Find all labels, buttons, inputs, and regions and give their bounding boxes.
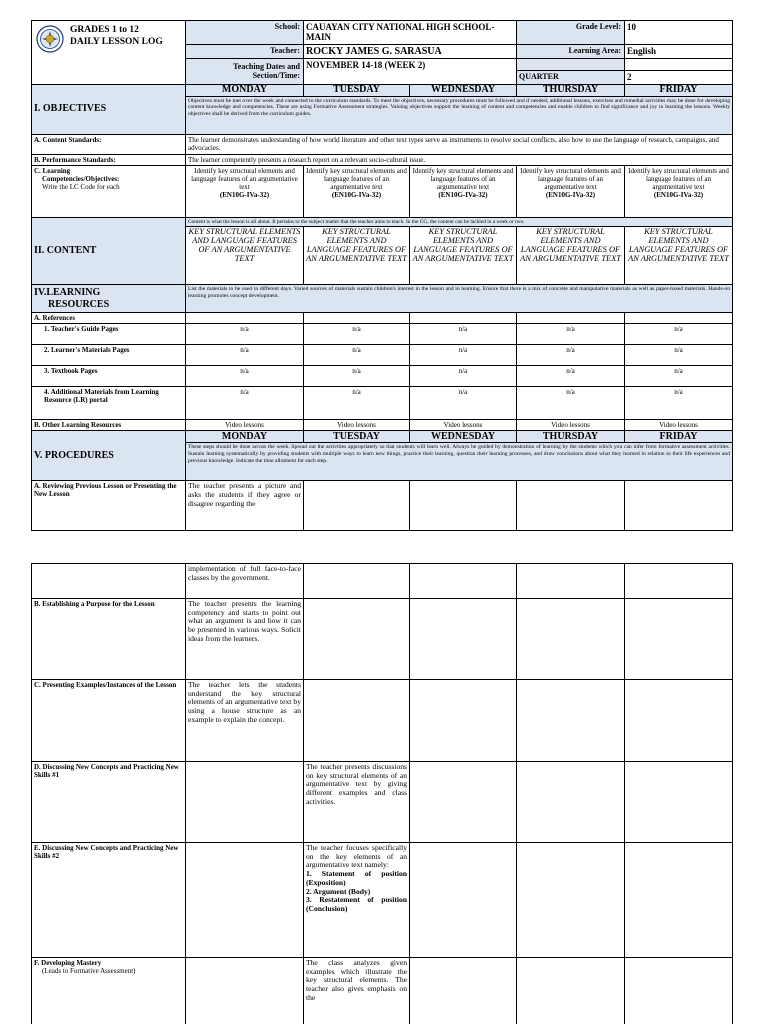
competencies-label-line1: C. Learning [34, 166, 71, 175]
procedure-e-item-1: 1. Statement of position (Exposition) [306, 869, 407, 887]
performance-standards-label: B. Performance Standards: [32, 154, 186, 165]
additional-materials-label: 4. Additional Materials from Learning Resource (LR) portal [32, 387, 186, 420]
competency-friday [625, 165, 733, 217]
procedure-e-thursday [517, 843, 625, 958]
resource-value: n/a [410, 345, 517, 366]
procedure-e-item-2: 2. Argument (Body) [306, 886, 371, 896]
school-value: CAUAYAN CITY NATIONAL HIGH SCHOOL- MAIN [304, 21, 517, 45]
other-resource-value: Video lessons [410, 420, 517, 431]
procedure-c-wednesday [410, 680, 517, 762]
competency-text: Identify key structural elements and language features of an argumentative text [628, 166, 729, 191]
resource-value: n/a [186, 387, 304, 420]
procedure-a-wednesday [410, 481, 517, 531]
teacher-label: Teacher: [186, 44, 304, 59]
resource-value: n/a [304, 387, 410, 420]
procedure-a-tuesday [304, 481, 410, 531]
procedure-b-thursday [517, 599, 625, 680]
competencies-label-line3: Write the LC Code for each [42, 182, 120, 191]
references-cell-mon [186, 313, 304, 324]
procedure-f-friday [625, 958, 733, 1024]
deped-seal-icon [36, 25, 64, 53]
procedure-c-friday [625, 680, 733, 762]
procedure-a-label-cont [32, 564, 186, 599]
competency-monday [186, 165, 304, 217]
resources-label-line1: IV.LEARNING [34, 287, 101, 299]
procedures-label: V. PROCEDURES [32, 431, 186, 481]
procedure-e-monday [186, 843, 304, 958]
procedure-c-label: C. Presenting Examples/Instances of the Lesson [32, 680, 186, 762]
procedure-f-title: F. Developing Mastery [34, 959, 102, 967]
competency-thursday [517, 165, 625, 217]
competency-code: (EN10G-IVa-32) [653, 190, 704, 199]
procedure-a-thursday [517, 481, 625, 531]
resource-value: n/a [186, 366, 304, 387]
day-header-wednesday: WEDNESDAY [410, 431, 517, 443]
doc-title-line1: GRADES 1 to 12 [70, 25, 139, 35]
resources-note: List the materials to be used in different days. Varied sources of materials sustain children's interest in the lesson and in learning. Ensure that there is a mix of concrete and manipulative materials as well as paper-based materials. Hands-on learning promotes concept development. [186, 285, 733, 313]
procedure-c-monday: The teacher lets the students understand the key structural elements of an argumentative text by using a house structure as an example to explain the concept. [186, 680, 304, 762]
resource-value: n/a [625, 345, 733, 366]
procedure-a-label: A. Reviewing Previous Lesson or Presenting the New Lesson [32, 481, 186, 531]
school-label: School: [186, 21, 304, 45]
content-thursday: KEY STRUCTURAL ELEMENTS AND LANGUAGE FEATURES OF AN ARGUMENTATIVE TEXT [517, 227, 625, 285]
other-resource-value: Video lessons [625, 420, 733, 431]
other-resource-value: Video lessons [186, 420, 304, 431]
procedure-f-wednesday [410, 958, 517, 1024]
competency-text: Identify key structural elements and language features of an argumentative text [412, 166, 514, 191]
textbook-pages-label: 3. Textbook Pages [32, 366, 186, 387]
day-header-monday: MONDAY [186, 84, 304, 96]
procedure-a-friday [625, 481, 733, 531]
procedure-a-tuesday-cont [304, 564, 410, 599]
resource-value: n/a [304, 324, 410, 345]
procedure-e-label: E. Discussing New Concepts and Practicing New Skills #2 [32, 843, 186, 958]
procedure-d-monday [186, 762, 304, 843]
resource-value: n/a [304, 345, 410, 366]
resource-value: n/a [517, 387, 625, 420]
resource-value: n/a [625, 324, 733, 345]
area-label: Learning Area: [517, 44, 625, 59]
dates-label [186, 59, 304, 84]
lesson-log-table-page2 [31, 563, 733, 1024]
content-standards-label: A. Content Standards: [32, 134, 186, 154]
resource-value: n/a [304, 366, 410, 387]
procedure-f-thursday [517, 958, 625, 1024]
quarter-value: 2 [625, 71, 733, 84]
competencies-label [32, 165, 186, 217]
resource-value: n/a [625, 366, 733, 387]
content-note: Content is what the lesson is all about. It pertains to the subject matter that the teacher aims to teach. In the CG, the content can be tackled in a week or two. [186, 217, 733, 226]
procedure-a-monday: The teacher presents a picture and asks the students if they agree or disagree regarding the [186, 481, 304, 531]
day-header-tuesday: TUESDAY [304, 84, 410, 96]
resource-value: n/a [625, 387, 733, 420]
procedure-c-thursday [517, 680, 625, 762]
procedure-d-thursday [517, 762, 625, 843]
day-header-tuesday: TUESDAY [304, 431, 410, 443]
header-logo-cell [32, 21, 186, 85]
procedure-a-wednesday-cont [410, 564, 517, 599]
content-monday: KEY STRUCTURAL ELEMENTS AND LANGUAGE FEATURES OF AN ARGUMENTATIVE TEXT [186, 227, 304, 285]
dates-value: NOVEMBER 14-18 (WEEK 2) [304, 59, 517, 84]
procedure-a-friday-cont [625, 564, 733, 599]
resource-value: n/a [186, 345, 304, 366]
procedure-e-wednesday [410, 843, 517, 958]
resource-value: n/a [186, 324, 304, 345]
procedure-b-wednesday [410, 599, 517, 680]
resource-value: n/a [410, 387, 517, 420]
day-header-thursday: THURSDAY [517, 431, 625, 443]
competencies-label-line2: Competencies/Objectives: [42, 174, 120, 183]
competency-code: (EN10G-IVa-32) [545, 190, 596, 199]
procedure-d-tuesday: The teacher presents discussions on key structural elements of an argumentative text by giving different examples and class activities. [304, 762, 410, 843]
procedures-note: These steps should be done across the week. Spread out the activities appropriately so that students will learn well. Always be guided by demonstration of learning by the students which you can infer from formative assessment activities. Sustain learning systematically by providing students with multiple ways to learn new things, practice their learning, question their learning processes, and draw conclusions about what they learned in relation to their life experiences and previous knowledge. Indicate the time allotment for each step. [186, 443, 733, 481]
competency-text: Identify key structural elements and language features of an argumentative text [520, 166, 621, 191]
dates-label-line1: Teaching Dates and [233, 62, 300, 72]
blank-label [517, 59, 625, 71]
day-header-wednesday: WEDNESDAY [410, 84, 517, 96]
procedure-d-friday [625, 762, 733, 843]
procedure-e-item-3: 3. Restatement of position (Conclusion) [306, 895, 407, 914]
grade-label: Grade Level: [517, 21, 625, 45]
procedure-e-tuesday [304, 843, 410, 958]
area-value: English [625, 44, 733, 59]
blank-value [625, 59, 733, 71]
competency-code: (EN10G-IVa-32) [438, 190, 488, 199]
teacher-value: ROCKY JAMES G. SARASUA [304, 44, 517, 59]
procedure-e-friday [625, 843, 733, 958]
procedure-f-label [32, 958, 186, 1024]
procedure-d-label: D. Discussing New Concepts and Practicing New Skills #1 [32, 762, 186, 843]
references-cell-fri [625, 313, 733, 324]
content-wednesday: KEY STRUCTURAL ELEMENTS AND LANGUAGE FEATURES OF AN ARGUMENTATIVE TEXT [410, 227, 517, 285]
competency-code: (EN10G-IVa-32) [219, 190, 270, 199]
resources-label-line2: RESOURCES [48, 298, 110, 310]
competency-text: Identify key structural elements and language features of an argumentative text [191, 166, 298, 191]
competency-code: (EN10G-IVa-32) [331, 190, 382, 199]
procedure-b-tuesday [304, 599, 410, 680]
day-header-friday: FRIDAY [625, 431, 733, 443]
content-tuesday: KEY STRUCTURAL ELEMENTS AND LANGUAGE FEATURES OF AN ARGUMENTATIVE TEXT [304, 227, 410, 285]
content-standards-text: The learner demonstrates understanding of how world literature and other text types serve as instruments to resolve social conflicts, also how to use the language of research, campaigns, and advocacies. [186, 134, 733, 154]
content-label: II. CONTENT [32, 217, 186, 284]
procedure-f-tuesday: The class analyzes given examples which illustrate the key structural elements. The teacher also gives emphasis on the [304, 958, 410, 1024]
references-cell-wed [410, 313, 517, 324]
procedure-b-monday: The teacher presents the learning competency and starts to point out what an argument is and how it can be presented in various ways. Solicit ideas from the learners. [186, 599, 304, 680]
resources-label [32, 285, 186, 313]
performance-standards-text: The learner competently presents a research report on a relevant socio-cultural issue. [186, 154, 733, 165]
lesson-log-table-page1 [31, 20, 733, 531]
procedure-f-subtitle: (Leads to Formative Assessment) [42, 967, 136, 976]
procedure-b-friday [625, 599, 733, 680]
content-friday: KEY STRUCTURAL ELEMENTS AND LANGUAGE FEATURES OF AN ARGUMENTATIVE TEXT [625, 227, 733, 285]
procedure-a-monday-cont: implementation of full face-to-face classes by the government. [186, 564, 304, 599]
other-resources-label: B. Other Learning Resources [32, 420, 186, 431]
references-cell-tue [304, 313, 410, 324]
procedure-f-monday [186, 958, 304, 1024]
teachers-guide-label: 1. Teacher's Guide Pages [32, 324, 186, 345]
day-header-thursday: THURSDAY [517, 84, 625, 96]
objectives-note: Objectives must be met over the week and connected to the curriculum standards. To meet the objectives, necessary procedures must be followed and if needed, additional lessons, exercises and remedial activities may be done for developing content knowledge and competencies. These are using Formative Assessment strategies. Valuing objectives support the learning of content and competencies and enable children to find significance and joy in learning the lessons. Weekly objectives shall be derived from the curriculum guides. [186, 96, 733, 134]
references-cell-thu [517, 313, 625, 324]
competency-text: Identify key structural elements and language features of an argumentative text [306, 166, 407, 191]
doc-title-line2: DAILY LESSON LOG [70, 36, 163, 47]
procedure-c-tuesday [304, 680, 410, 762]
day-header-monday: MONDAY [186, 431, 304, 443]
objectives-label: I. OBJECTIVES [32, 84, 186, 134]
other-resource-value: Video lessons [517, 420, 625, 431]
competency-tuesday [304, 165, 410, 217]
day-header-friday: FRIDAY [625, 84, 733, 96]
resource-value: n/a [517, 345, 625, 366]
procedure-b-label: B. Establishing a Purpose for the Lesson [32, 599, 186, 680]
resource-value: n/a [517, 324, 625, 345]
references-label: A. References [32, 313, 186, 324]
resource-value: n/a [410, 366, 517, 387]
resource-value: n/a [517, 366, 625, 387]
competency-wednesday [410, 165, 517, 217]
dates-label-line2: Section/Time: [252, 71, 300, 81]
procedure-a-thursday-cont [517, 564, 625, 599]
learners-materials-label: 2. Learner's Materials Pages [32, 345, 186, 366]
procedure-d-wednesday [410, 762, 517, 843]
quarter-label: QUARTER [517, 71, 625, 84]
grade-value: 10 [625, 21, 733, 45]
resource-value: n/a [410, 324, 517, 345]
procedure-e-intro: The teacher focuses specifically on the key elements of an argumentative text namely: [306, 843, 407, 870]
other-resource-value: Video lessons [304, 420, 410, 431]
